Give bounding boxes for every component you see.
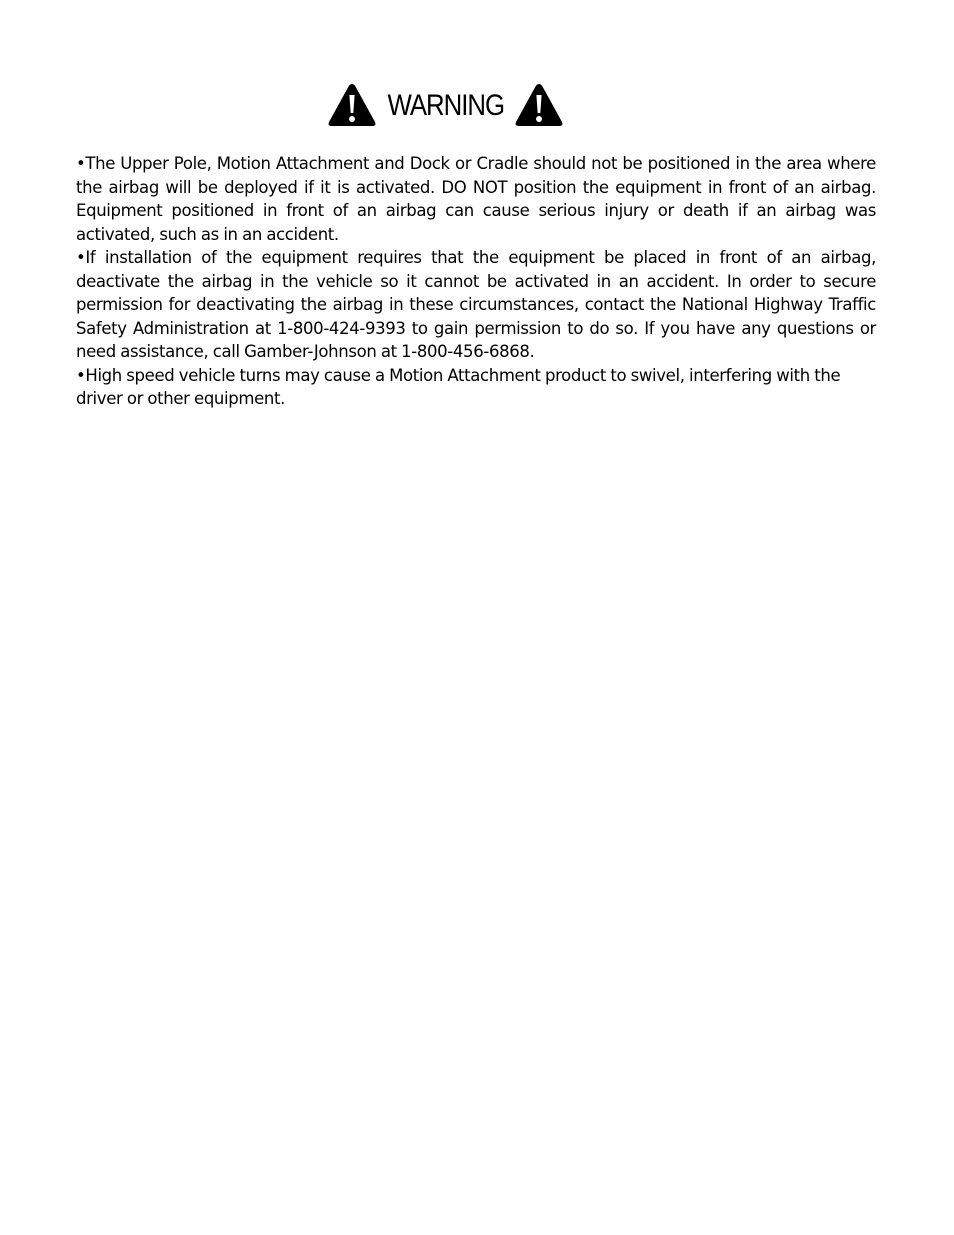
warning-triangle-icon: [327, 82, 377, 128]
warning-bullet-high-speed-turns: •High speed vehicle turns may cause a Motion Attachment product to swivel, interfering with the driver or other equipment.: [76, 365, 841, 408]
warning-text-body: [76, 152, 876, 411]
warning-bullet-airbag-position: •The Upper Pole, Motion Attachment and Dock or Cradle should not be positioned in the area where the airbag will be deployed if it is activated. DO NOT position the equipment in front of an airbag. Equipment positioned in front of an airbag can cause serious injury or death if an airbag was activated, such as in an accident.: [76, 154, 876, 244]
warning-bullet-airbag-deactivation: •If installation of the equipment requires that the equipment be placed in front of an airbag, deactivate the airbag in the vehicle so it cannot be activated in an accident. In order to secure permission for deactivating the airbag in these circumstances, contact the National Highway Traffic Safety Administration at 1-800-424-9393 to gain permission to do so. If you have any questions or need assistance, call Gamber-Johnson at 1-800-456-6868.: [76, 248, 876, 361]
warning-header: [327, 82, 564, 128]
warning-title: WARNING: [387, 89, 504, 122]
warning-triangle-icon: [514, 82, 564, 128]
